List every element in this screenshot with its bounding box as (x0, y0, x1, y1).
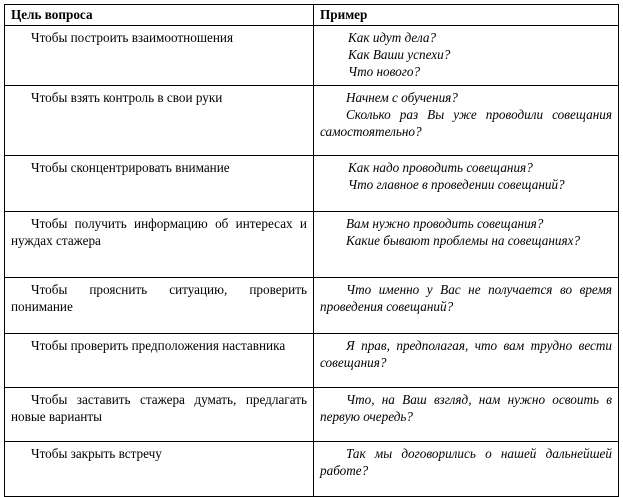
cell-goal: Чтобы сконцентрировать внимание (5, 155, 314, 211)
table-body (5, 26, 619, 496)
cell-goal: Чтобы закрыть встречу (5, 441, 314, 496)
table-row (5, 85, 619, 155)
cell-goal: Чтобы проверить предположения наставника (5, 333, 314, 387)
cell-sample: Что именно у Вас не получается во время проведения совещаний? (314, 277, 619, 333)
column-header-goal: Цель вопроса (5, 5, 314, 26)
table-row (5, 387, 619, 441)
cell-sample: Я прав, предполагая, что вам трудно вести совещания? (314, 333, 619, 387)
cell-goal: Чтобы получить информацию об интересах и нуждах стажера (5, 211, 314, 277)
table-row (5, 277, 619, 333)
table-row (5, 333, 619, 387)
cell-sample (314, 85, 619, 155)
cell-goal: Чтобы построить взаимоотношения (5, 26, 314, 85)
sample-line: Что нового? (348, 64, 421, 80)
table-row (5, 26, 619, 85)
column-header-sample: Пример (314, 5, 619, 26)
cell-goal: Чтобы взять контроль в свои руки (5, 85, 314, 155)
sample-paragraph: Сколько раз Вы уже проводили совещания самостоятельно? (320, 106, 612, 139)
sample-paragraph: Какие бывают проблемы на совещаниях? (346, 232, 581, 248)
cell-goal: Чтобы заставить стажера думать, предлагать новые варианты (5, 387, 314, 441)
question-goal-table (4, 4, 619, 497)
cell-sample (314, 211, 619, 277)
cell-goal: Чтобы прояснить ситуацию, проверить понимание (5, 277, 314, 333)
table-row (5, 155, 619, 211)
sample-line: Что главное в проведении совещаний? (348, 176, 565, 192)
cell-sample: Так мы договорились о нашей дальнейшей работе? (314, 441, 619, 496)
cell-sample (314, 155, 619, 211)
sample-line: Как надо проводить совещания? (348, 159, 533, 175)
sample-line: Начнем с обучения? (346, 89, 458, 105)
table-header (5, 5, 619, 26)
table-row (5, 441, 619, 496)
sample-line: Вам нужно проводить совещания? (346, 215, 544, 231)
cell-sample (314, 26, 619, 85)
table-header-row (5, 5, 619, 26)
table-row (5, 211, 619, 277)
sample-line: Как идут дела? (348, 30, 437, 46)
cell-sample: Что, на Ваш взгляд, нам нужно освоить в первую очередь? (314, 387, 619, 441)
sample-line: Как Ваши успехи? (348, 47, 451, 63)
